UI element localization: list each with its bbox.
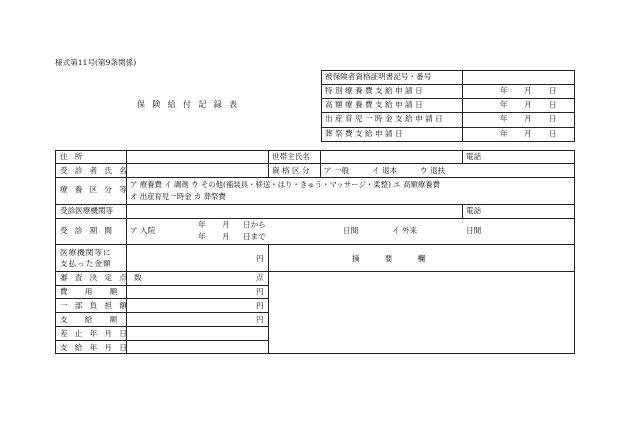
patient-name-label: 受 診 者 氏 名 bbox=[60, 166, 130, 175]
from-month: 月 bbox=[222, 220, 230, 229]
phone-label: 電話 bbox=[466, 152, 482, 161]
outpatient-days: 日間 bbox=[466, 226, 482, 235]
to-suffix: 日まで bbox=[243, 232, 266, 241]
yen-unit: 円 bbox=[256, 254, 264, 263]
yen-unit: 円 bbox=[256, 301, 264, 310]
remarks-label: 摘 要 欄 bbox=[352, 254, 428, 263]
day-label: 日 bbox=[549, 86, 557, 95]
clinic-phone-label: 電話 bbox=[466, 206, 482, 215]
qualification-options: ア 一般 イ 退本 ウ 退扶 bbox=[324, 166, 446, 175]
form-number: 様式第11号(第9条関係) bbox=[55, 58, 137, 67]
special-medical-date-label: 特 別 療 養 費 支 給 申 請 日 bbox=[325, 86, 423, 95]
day-label: 日 bbox=[549, 129, 557, 138]
paid-amount-label-2: 支払った金額 bbox=[60, 259, 112, 268]
from-year: 年 bbox=[198, 220, 206, 229]
treatment-options-line2: オ 出産育児一時金 カ 葬祭費 bbox=[130, 192, 226, 201]
yen-unit: 円 bbox=[256, 287, 264, 296]
year-label: 年 bbox=[500, 100, 508, 109]
year-label: 年 bbox=[500, 86, 508, 95]
treatment-options-line1: ア 療養費 イ 調剤 ウ その他(補装具・移送・はり・きゅう・マッサージ・柔整) エ 高額療養費 bbox=[130, 180, 441, 189]
day-label: 日 bbox=[549, 100, 557, 109]
day-label: 日 bbox=[549, 114, 557, 123]
points-unit: 点 bbox=[256, 273, 264, 282]
month-label: 月 bbox=[524, 129, 532, 138]
outpatient-label: イ 外来 bbox=[392, 226, 418, 235]
review-points-label: 審 査 決 定 点 数 bbox=[60, 273, 145, 282]
period-label: 受 診 期 間 bbox=[60, 226, 115, 235]
year-label: 年 bbox=[500, 129, 508, 138]
inpatient-days: 日間 bbox=[343, 226, 359, 235]
month-label: 月 bbox=[524, 86, 532, 95]
to-year: 年 bbox=[198, 232, 206, 241]
treatment-category-label: 療 養 区 分 等 bbox=[60, 185, 130, 194]
payment-date-label: 支 給 年 月 日 bbox=[60, 343, 130, 352]
qualification-label: 資 格 区 分 bbox=[272, 166, 310, 175]
cost-label: 費 用 額 bbox=[60, 287, 120, 296]
month-label: 月 bbox=[524, 114, 532, 123]
payment-amount-label: 支 給 額 bbox=[60, 315, 120, 324]
qualification-certificate-label: 被保険者資格証明書記号・番号 bbox=[325, 72, 432, 81]
paid-amount-label-1: 医療機関等に bbox=[60, 248, 112, 257]
year-label: 年 bbox=[500, 114, 508, 123]
funeral-date-label: 葬 祭 費 支 給 申 請 日 bbox=[325, 129, 403, 138]
householder-label: 世帯主氏名 bbox=[272, 152, 310, 161]
childbirth-date-label: 出 産 育 児 一 時 金 支 給 申 請 日 bbox=[325, 114, 443, 123]
copay-label: 一 部 負 担 額 bbox=[60, 301, 130, 310]
yen-unit: 円 bbox=[256, 315, 264, 324]
to-month: 月 bbox=[222, 232, 230, 241]
stop-date-label: 差 止 年 月 日 bbox=[60, 329, 130, 338]
clinic-label: 受診医療機関等 bbox=[60, 206, 114, 215]
page-title: 保 険 給 付 記 録 表 bbox=[137, 100, 240, 109]
address-label: 住 所 bbox=[60, 152, 85, 161]
month-label: 月 bbox=[524, 100, 532, 109]
inpatient-label: ア 入院 bbox=[130, 226, 156, 235]
from-suffix: 日から bbox=[243, 220, 266, 229]
high-cost-date-label: 高 額 療 養 費 支 給 申 請 日 bbox=[325, 100, 423, 109]
